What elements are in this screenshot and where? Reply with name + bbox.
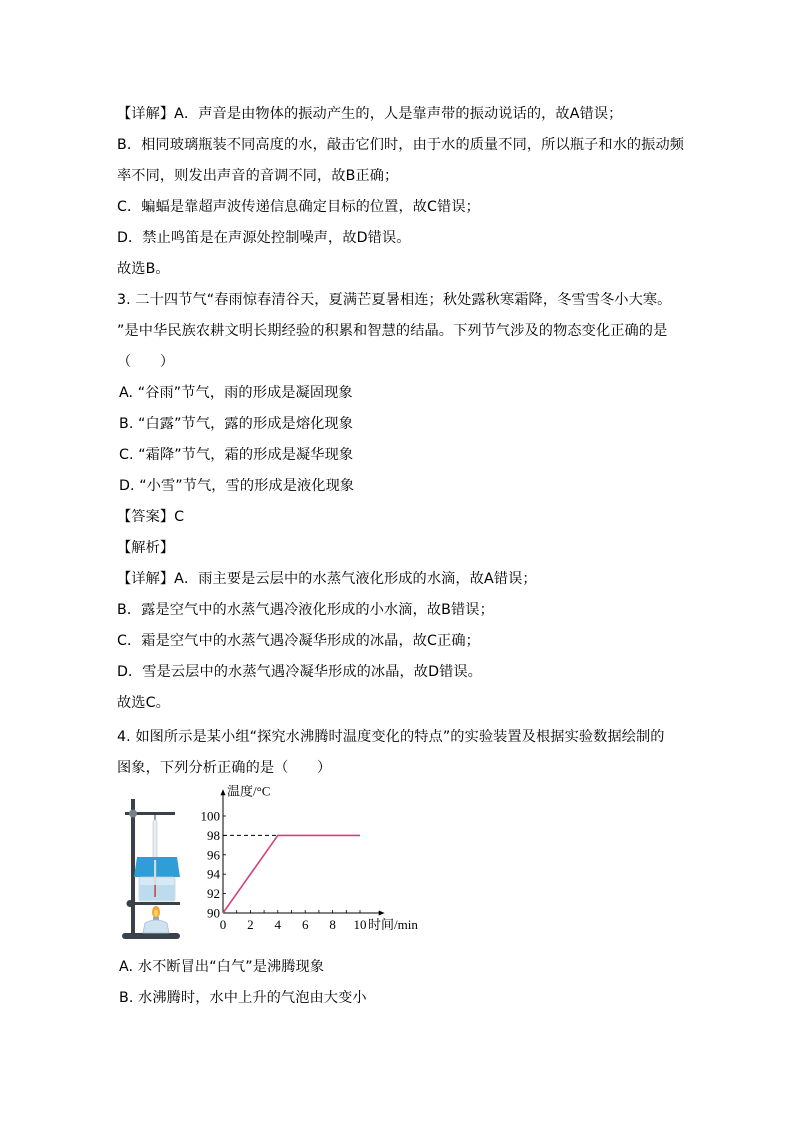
x-tick-label: 0 bbox=[219, 917, 227, 932]
x-axis-arrow-icon bbox=[379, 911, 385, 916]
x-tick-label: 2 bbox=[247, 917, 254, 932]
explanation-line: D．雪是云层中的水蒸气遇冷凝华形成的冰晶，故D错误。 bbox=[117, 664, 482, 680]
answer-conclusion: 故选C。 bbox=[117, 695, 170, 711]
y-tick-label: 100 bbox=[200, 808, 220, 824]
question-stem: 3. 二十四节气“春雨惊春清谷天，夏满芒夏暑相连；秋处露秋寒霜降，冬雪雪冬小大寒。 bbox=[117, 292, 672, 308]
y-axis-label: 温度/°C bbox=[227, 785, 271, 799]
answer-conclusion: 故选B。 bbox=[117, 261, 170, 277]
temperature-series-line bbox=[223, 835, 360, 913]
y-tick-label: 94 bbox=[207, 866, 220, 882]
option-c: C. “霜降”节气，霜的形成是凝华现象 bbox=[119, 447, 354, 463]
question-stem: 图象，下列分析正确的是（ ） bbox=[117, 760, 332, 776]
explanation-line: C．霜是空气中的水蒸气遇冷凝华形成的冰晶，故C正确； bbox=[117, 633, 480, 649]
explanation-line: 【详解】A．雨主要是云层中的水蒸气液化形成的水滴，故A错误； bbox=[117, 571, 537, 587]
option-b: B. 水沸腾时，水中上升的气泡由大变小 bbox=[119, 990, 367, 1006]
y-axis-arrow-icon bbox=[221, 789, 226, 795]
option-d: D. “小雪”节气，雪的形成是液化现象 bbox=[119, 478, 355, 494]
option-a: A. 水不断冒出“白气”是沸腾现象 bbox=[119, 959, 325, 975]
option-a: A. “谷雨”节气，雨的形成是凝固现象 bbox=[119, 385, 353, 401]
explanation-line: 【详解】A．声音是由物体的振动产生的，人是靠声带的振动说话的，故A错误； bbox=[117, 106, 623, 122]
question-figure bbox=[115, 785, 445, 950]
question-stem: 4. 如图所示是某小组“探究水沸腾时温度变化的特点”的实验装置及根据实验数据绘制的 bbox=[117, 729, 665, 745]
boiling-apparatus-illustration bbox=[122, 799, 180, 939]
x-tick-label: 4 bbox=[274, 917, 282, 932]
y-tick-label: 90 bbox=[207, 905, 220, 921]
explanation-line: D．禁止鸣笛是在声源处控制噪声，故D错误。 bbox=[117, 230, 411, 246]
explanation-line: B．露是空气中的水蒸气遇冷液化形成的小水滴，故B错误； bbox=[117, 602, 494, 618]
answer-blank: （ ） bbox=[117, 354, 175, 370]
y-tick-label: 96 bbox=[207, 847, 220, 863]
explanation-line: B．相同玻璃瓶装不同高度的水，敲击它们时，由于水的质量不同，所以瓶子和水的振动频 bbox=[117, 137, 685, 153]
explanation-line: 率不同，则发出声音的音调不同，故B正确； bbox=[117, 168, 399, 184]
y-tick-label: 92 bbox=[207, 886, 220, 902]
temperature-time-chart bbox=[201, 785, 419, 932]
option-b: B. “白露”节气，露的形成是熔化现象 bbox=[119, 416, 353, 432]
x-tick-label: 6 bbox=[301, 917, 309, 932]
explanation-line: C．蝙蝠是靠超声波传递信息确定目标的位置，故C错误； bbox=[117, 199, 480, 215]
y-tick-label: 98 bbox=[207, 827, 220, 843]
x-axis-label: 时间/min bbox=[368, 917, 418, 932]
x-tick-label: 8 bbox=[329, 917, 336, 932]
analysis-heading: 【解析】 bbox=[117, 540, 175, 556]
question-stem: ”是中华民族农耕文明长期经验的积累和智慧的结晶。下列节气涉及的物态变化正确的是 bbox=[117, 323, 668, 339]
answer-label: 【答案】C bbox=[117, 509, 185, 525]
x-tick-label: 10 bbox=[353, 917, 367, 932]
